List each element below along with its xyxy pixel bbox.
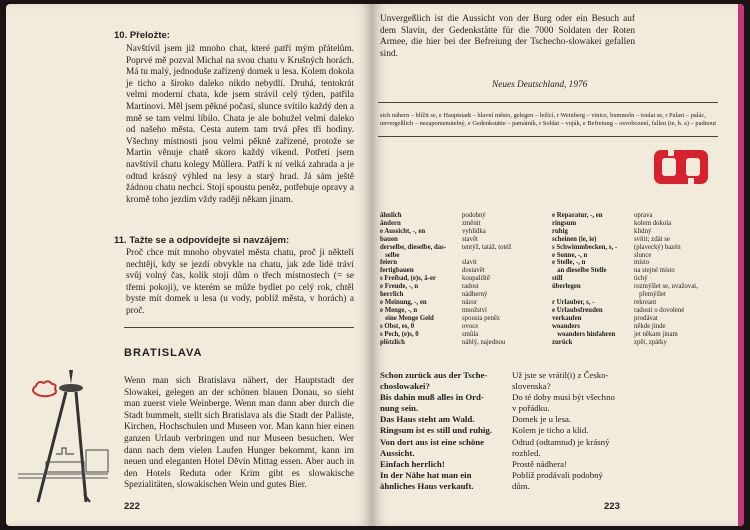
page-number-left: 222 <box>124 501 140 512</box>
exercise-10-title: 10. Přeložte: <box>114 30 170 41</box>
glossary-czech-col-1: podobný změnit vyhlídka stavět tentýž, tatáž, totéž slavit dostavět koupaliště radost nádherný názor množství spousta peněz ovoce smůla náhlý, najednou <box>462 212 512 346</box>
right-page <box>372 4 744 526</box>
dialog-german: Schon zurück aus der Tsche- choslowakei? Bis dahin muß alles in Ord- nung sein. Das Haus steht am Wald. Ringsum ist es still und ruhig. Von dort aus ist eine schöne Aussicht. Einfach herrlich! In der Nähe hat man ein ähnliches Haus verkauft. <box>380 370 492 491</box>
glossary-german-col-2: e Reparatur, -, en ringsum ruhig scheinen (ie, ie) s Schwimmbecken, s, - e Sonne, -, n e Stelle, -, n an dieselbe Stelle still überlegen r Urlauber, s, - e Urlaubsfreuden verkaufen woanders woanders hinfahren zurück <box>552 212 618 346</box>
vocab-divider-bottom <box>378 136 718 137</box>
left-page <box>6 4 372 526</box>
vocab-divider-top <box>378 102 718 103</box>
section-divider <box>124 327 354 328</box>
exercise-11-title: 11. Tažte se a odpovídejte si navzájem: <box>114 235 290 246</box>
glossary-german-col-1: ähnlich ändern e Aussicht, -, en bauen derselbe, dieselbe, das- selbe feiern fertigbauen s Freibad, (e)s, ä-er e Freude, -, n herrlich e Meinung, -, en e Menge, -, n eine Menge Geld s Obst, es, 0 s Pech, (e)s, 0 plötzlich <box>380 212 447 346</box>
bratislava-tower-illustration <box>16 354 116 504</box>
exercise-11-text: Proč chce mít mnoho obyvatel města chatu, proč ji někteří nechtějí, kdy se jezdí obvykle na chatu, jak zde lidé tráví svůj volný čas, kolik stojí dům o třech místnostech (= se třemi pokoji), ve kterém se může bydlet po celý rok, chtěl byste mít domek u lesa (u vody, poblíž města, v horách) a proč. <box>126 248 354 316</box>
chata-logo-icon <box>652 146 710 188</box>
bratislava-text-continued: Unvergeßlich ist die Aussicht von der Burg oder ein Besuch auf dem Slavín, der Gedenkstätte für die 7000 Soldaten der Roten Armee, die hier bei der Befreiung der Tschecho-slowakei gefallen sind. <box>380 14 635 59</box>
glossary-czech-col-2: oprava kolem dokola klidný svítit; zdát se (plavecký) bazén slunce místo na stejné místo tichý rozmýšlet se, uvažovat, přemýšlet rekreant radosti o dovolené prodávat někde jinde jet někam jinam zpět, zpátky <box>634 212 698 346</box>
exercise-10-text: Navštívil jsem již mnoho chat, které patří mým přátelům. Poprvé mě pozval Michal na svou chatu v Krušných horách. Má tu malý, jednoduše zařízený domek u lesa. Kolem dokola je ticho a široko daleko nikdo nebydlí. Druhá, tentokrát velmi moderní chata, kde jsem strávil celý týden, patřila Martinovi. Měl jsem pěkné počasí, slunce svítilo každý den a mně se tam velmi líbilo. Chata je ale bohužel velmi daleko od našeho města. Cesta autem tam trvá přes tři hodiny. Všechny místnosti jsou velmi pěkně zařízené, protože se Martin věnuje chatě skoro každý víkend. Potřetí jsem navštívil chatu kolegy Müllera. Patří k ní velká zahrada a je odtud krásný výhled na lesy a starý hrad. Já sám ještě žádnou chatu nechci. Stojí spoustu peněz, potřebuje opravy a kromě toho jezdím vždy raději někam jinam. <box>126 44 354 205</box>
page-number-right: 223 <box>604 501 620 512</box>
source-citation: Neues Deutschland, 1976 <box>492 80 588 90</box>
dialog-czech: Už jste se vrátil(i) z Česko- slovenska? Do té doby musí být všechno v pořádku. Domek je u lesa. Kolem je ticho a klid. Odtud (odtamtud) je krásný rozhled. Prostě nádhera! Poblíž prodávali podobný dům. <box>512 370 615 491</box>
vocabulary-list: sich nähern – blížit se, e Hauptstadt – hlavní město, gelegen – ležící, r Weinberg – vinice, bummeln – toulat se, r Palast – palác, unvergeßlich – nezapomenutelný, e Gedenkstätte – památník, r Soldat – voják, e Befreiung – osvobození, fallen (ie, h. a) – padnout <box>380 112 717 127</box>
section-heading-bratislava: BRATISLAVA <box>124 347 203 359</box>
bratislava-text: Wenn man sich Bratislava nähert, der Hauptstadt der Slowakei, gelegen an der schönen blauen Donau, so sieht man zuerst viele Weinberge. Wenn man dann aber durch die Stadt bummelt, stellt sich Bratislava als die Stadt der Paläste, Kirchen, Hochschulen und Museen vor. Man kann hier einen ganzen Urlaub verbringen und nur Museen besuchen. Wer dann nach dem vielen Laufen Hunger bekommt, kann im neuen und eleganten Hotel Děvín Mittag essen. Aber auch in den Hotels Reduta oder Krim gibt es slowakische Spezialitäten, slowakischen Wein und gutes Bier. <box>124 376 354 491</box>
book-spread <box>6 4 744 526</box>
